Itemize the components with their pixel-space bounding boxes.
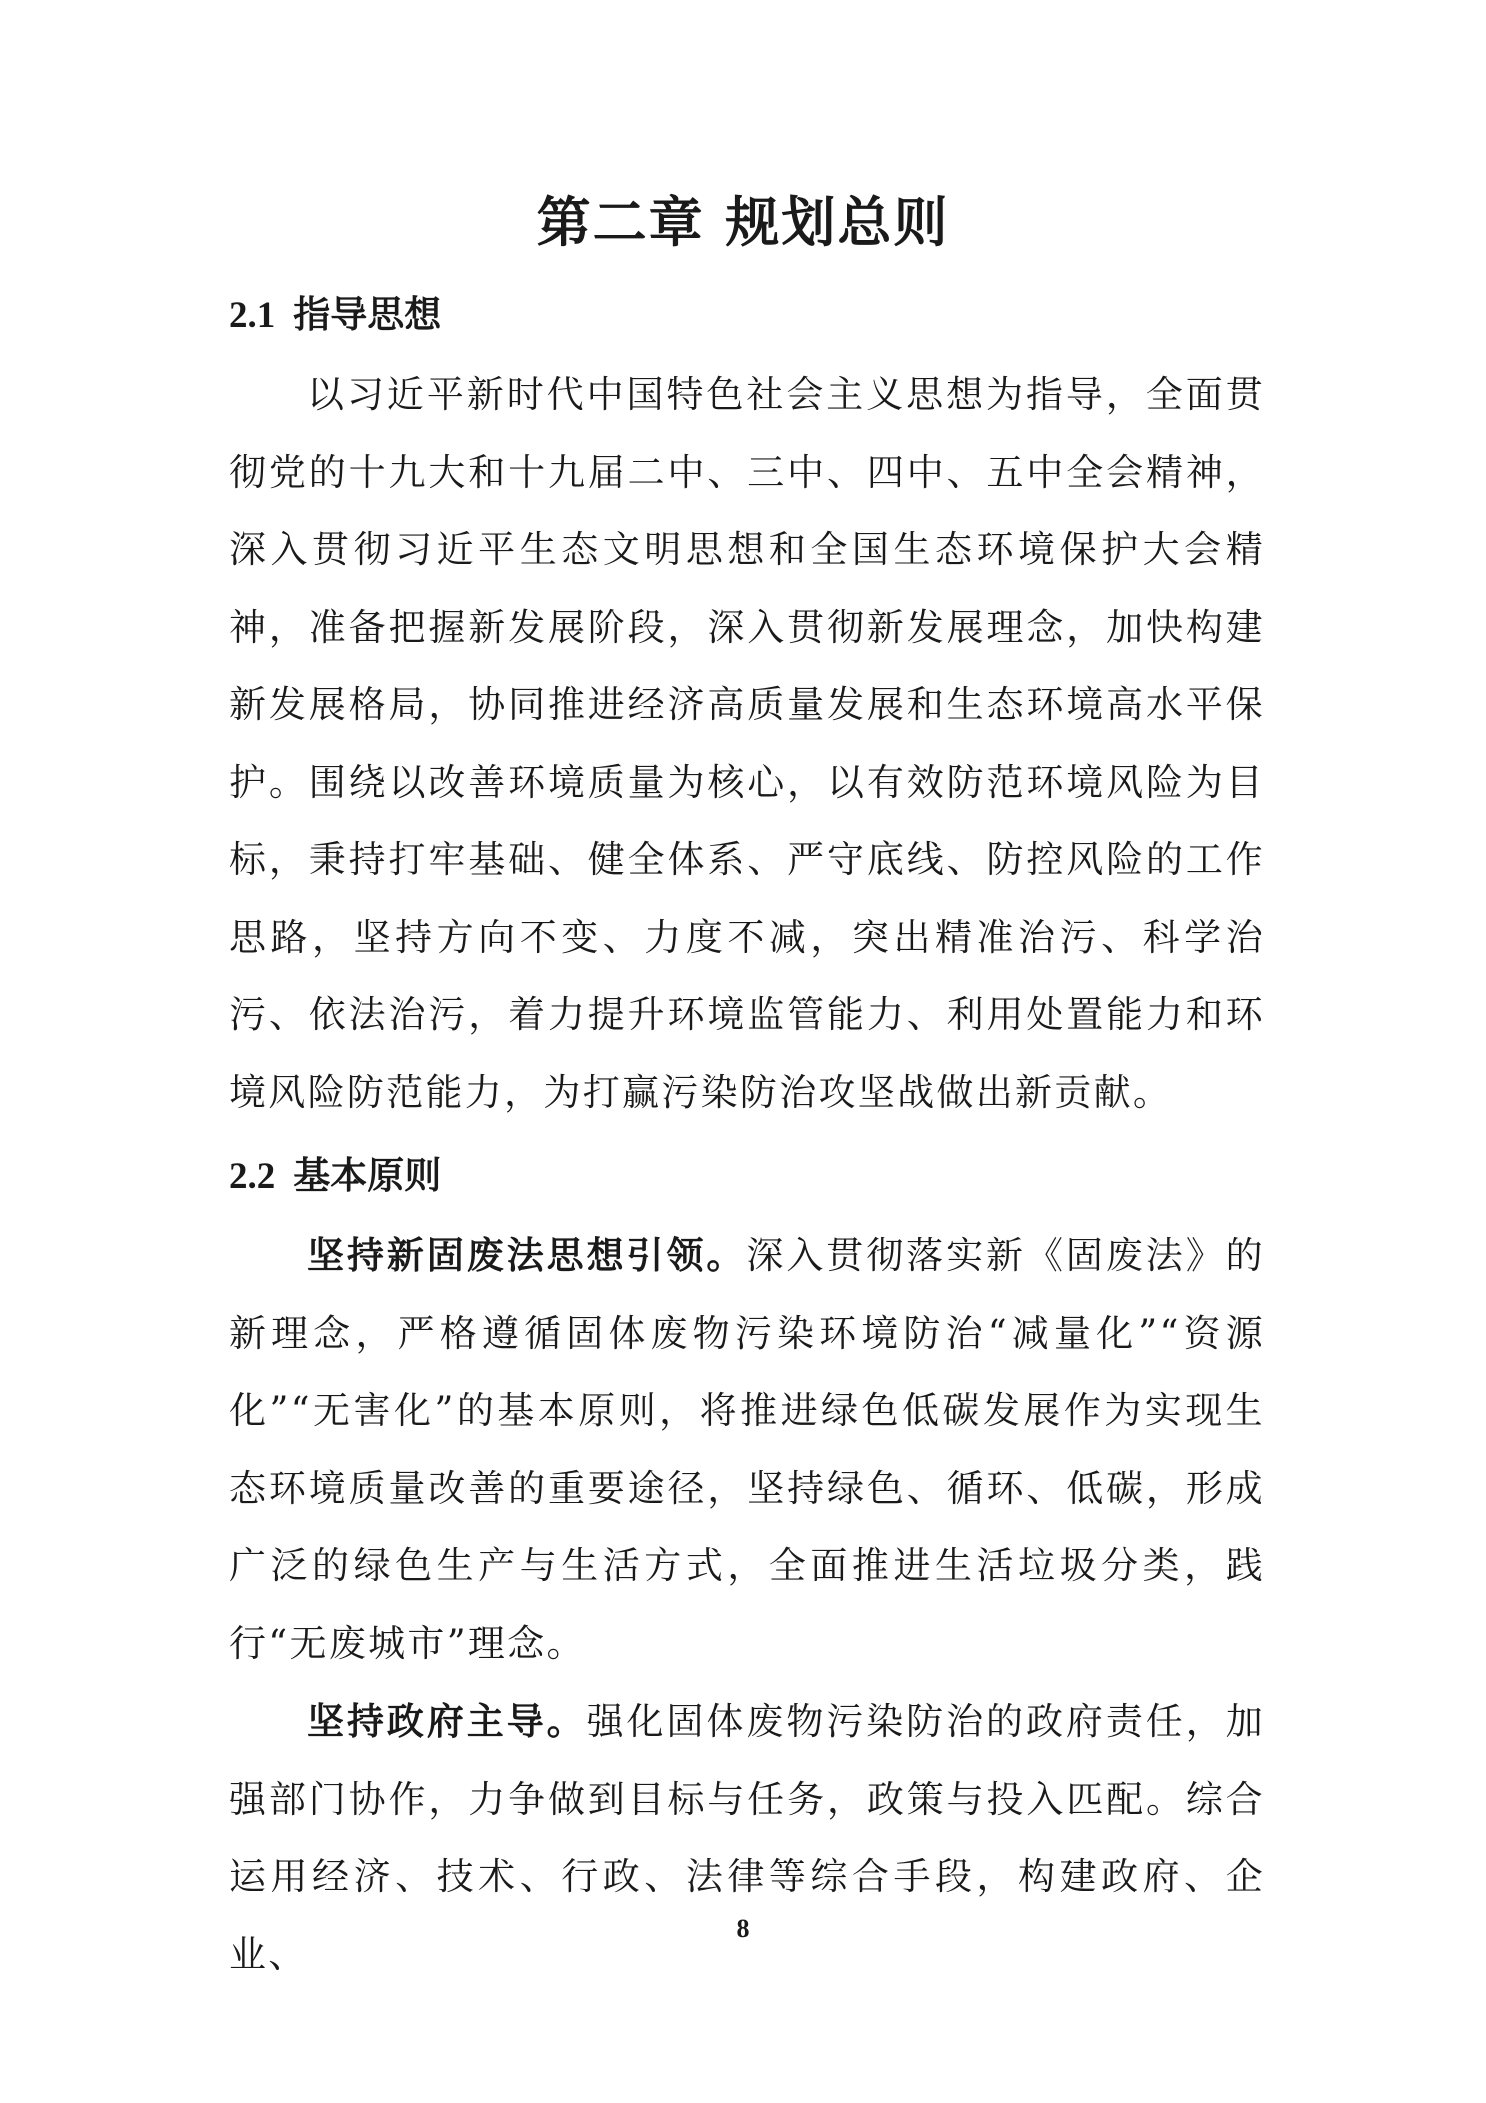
section-title-text: 指导思想 [293, 292, 442, 336]
section-heading-2-2 [229, 1150, 441, 1202]
paragraph-text: 强化固体废物污染防治的政府责任，加强部门协作，力争做到目标与任务，政策与投入匹配。综合运用经济、技术、行政、法律等综合手段，构建政府、企业、 [229, 1700, 1265, 1976]
paragraph-principle-new-law [229, 1217, 1265, 1682]
paragraph-lead: 坚持新固废法思想引领。 [307, 1233, 747, 1277]
page-number: 8 [736, 1914, 750, 1943]
paragraph-text: 以习近平新时代中国特色社会主义思想为指导，全面贯彻党的十九大和十九届二中、三中、四中、五中全会精神，深入贯彻习近平生态文明思想和全国生态环境保护大会精神，准备把握新发展阶段，深入贯彻新发展理念，加快构建新发展格局，协同推进经济高质量发展和生态环境高水平保护。围绕以改善环境质量为核心，以有效防范环境风险为目标，秉持打牢基础、健全体系、严守底线、防控风险的工作思路，坚持方向不变、力度不减，突出精准治污、科学治污、依法治污，着力提升环境监管能力、利用处置能力和环境风险防范能力，为打赢污染防治攻坚战做出新贡献。 [229, 373, 1265, 1114]
paragraph-guiding-ideology [229, 356, 1265, 1131]
chapter-title: 第二章 规划总则 [536, 190, 950, 254]
section-number: 2.1 [229, 295, 276, 336]
section-heading-2-1 [229, 289, 441, 341]
paragraph-principle-government-led [229, 1683, 1265, 1993]
section-title-text: 基本原则 [293, 1153, 442, 1197]
section-number: 2.2 [229, 1156, 276, 1197]
paragraph-lead: 坚持政府主导。 [307, 1699, 587, 1743]
paragraph-text: 深入贯彻落实新《固废法》的新理念，严格遵循固体废物污染环境防治“减量化”“资源化”“无害化”的基本原则，将推进绿色低碳发展作为实现生态环境质量改善的重要途径，坚持绿色、循环、低碳，形成广泛的绿色生产与生活方式，全面推进生活垃圾分类，践行“无废城市”理念。 [229, 1234, 1265, 1665]
